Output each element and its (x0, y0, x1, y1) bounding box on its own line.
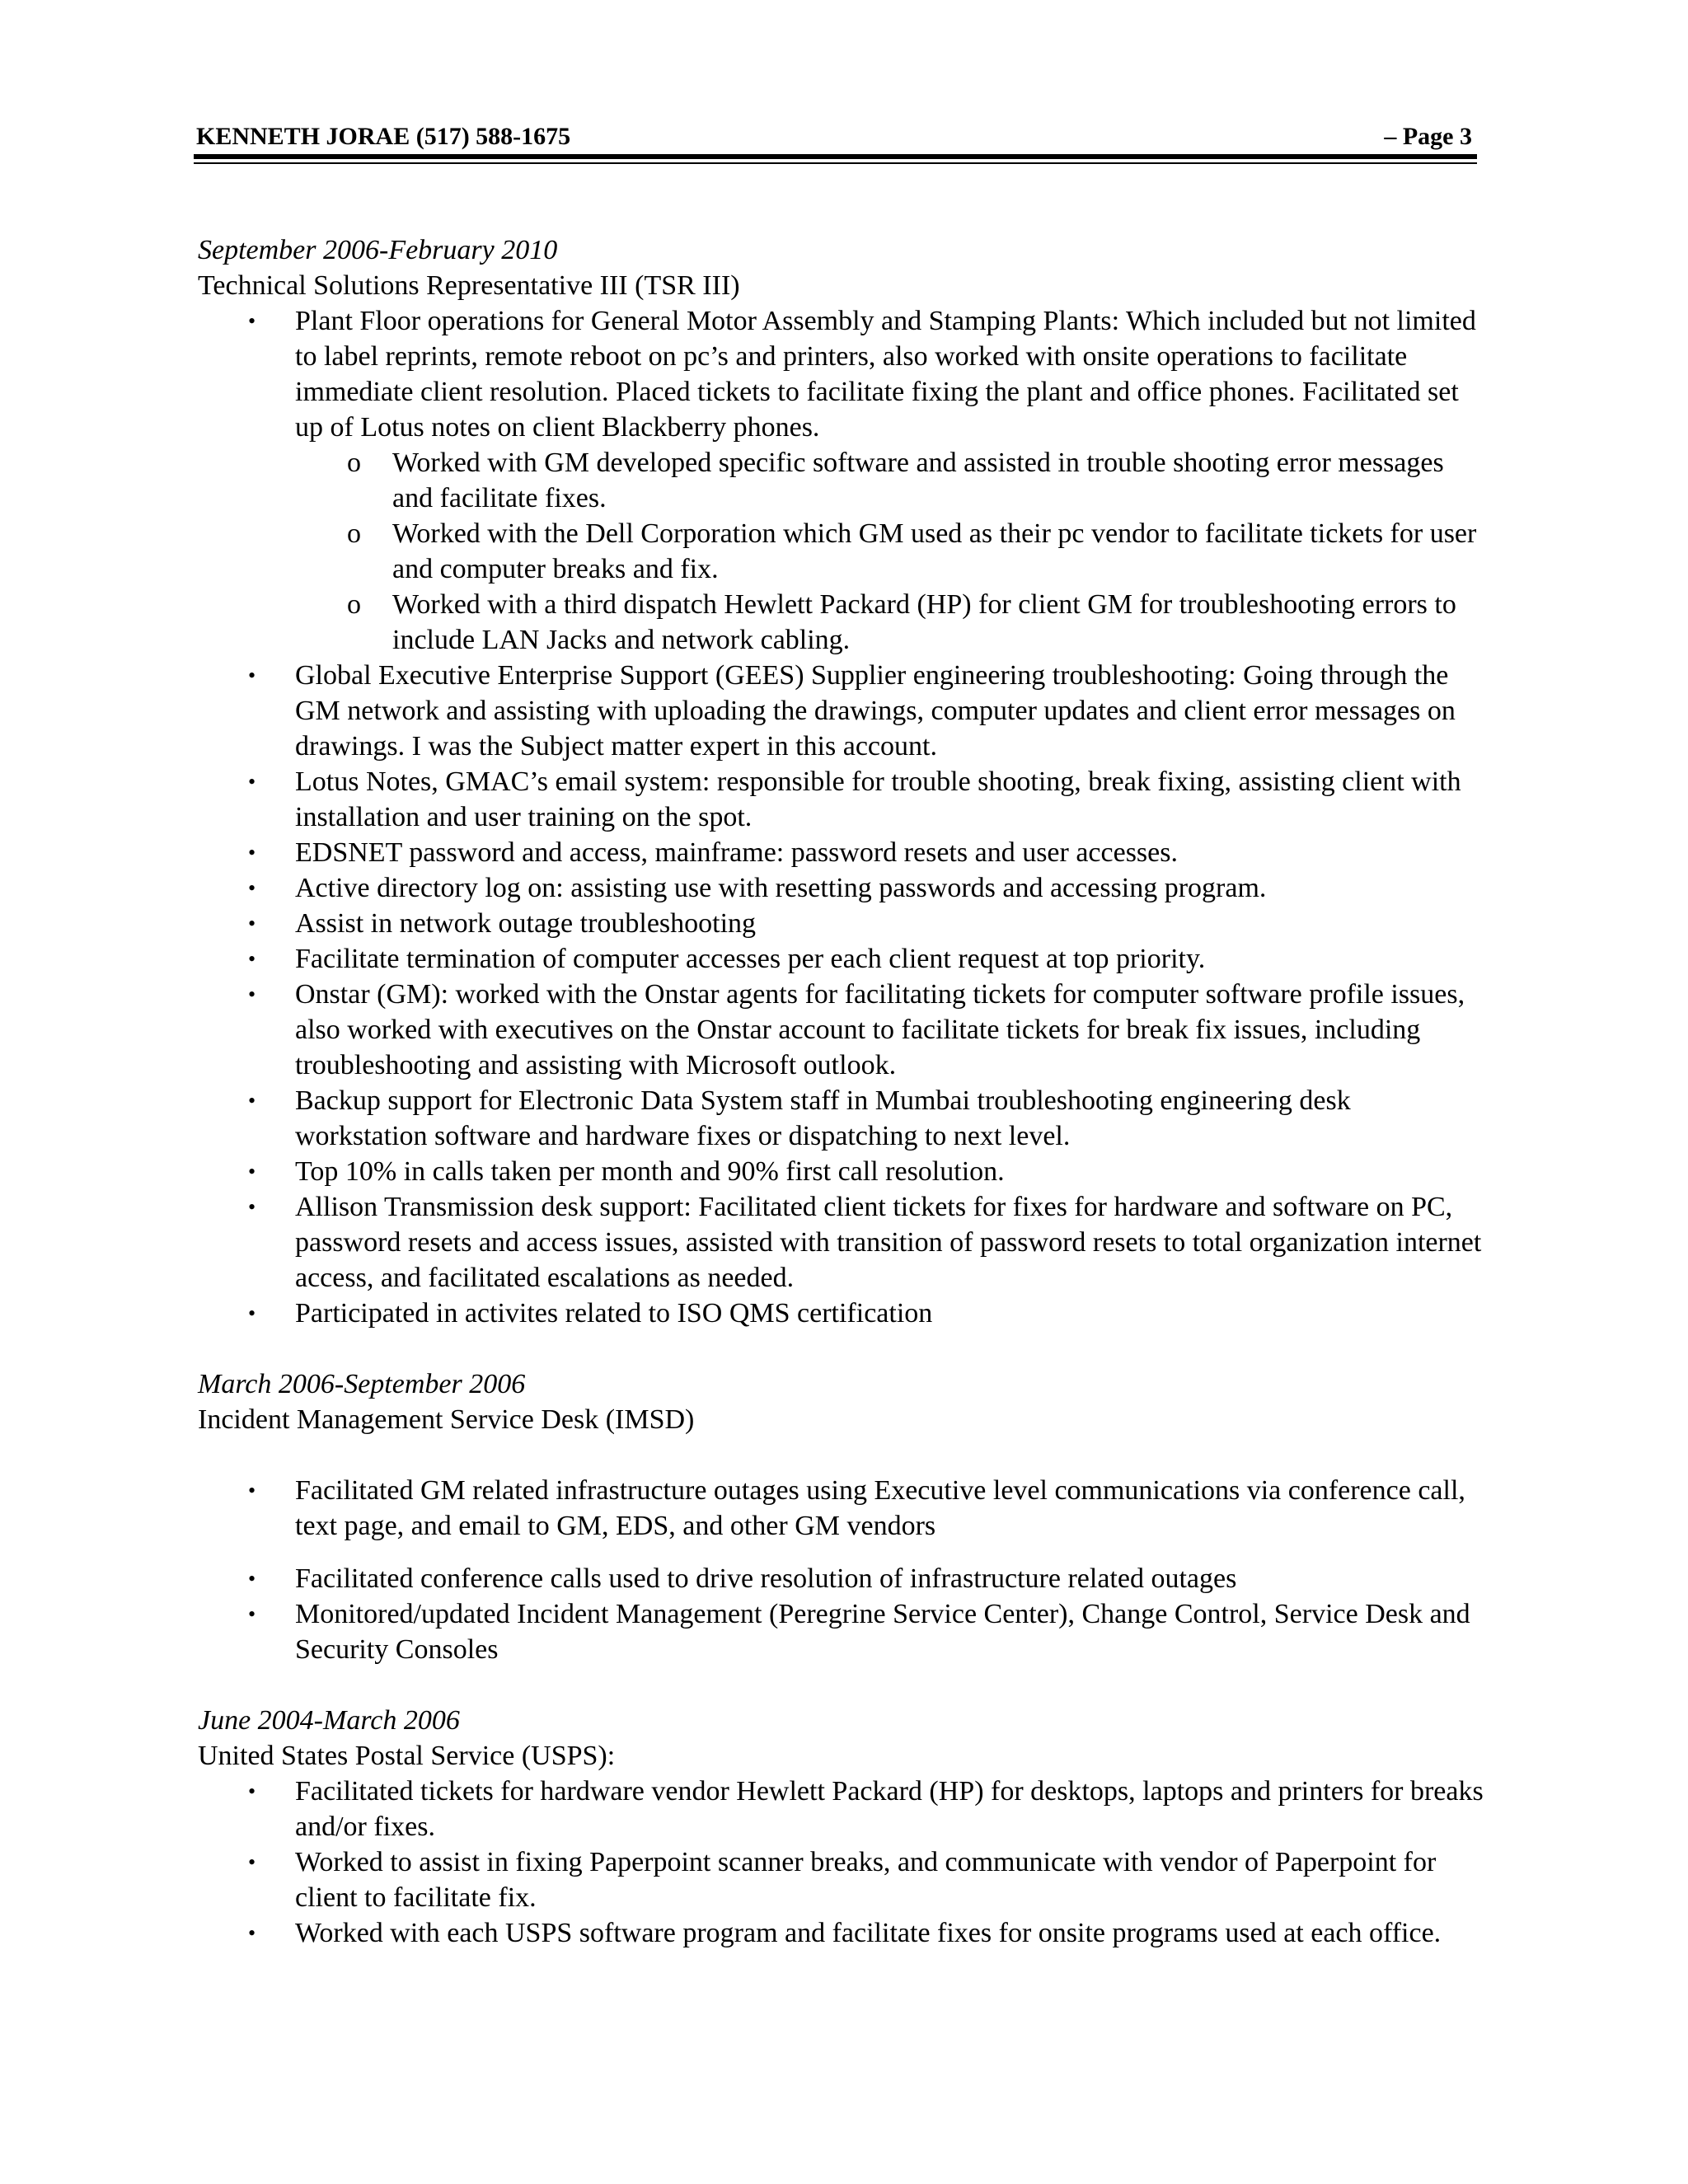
sub-bullet-icon: o (347, 448, 361, 478)
duty-text: Assist in network outage troubleshooting (295, 908, 757, 939)
bullet-icon: • (248, 1921, 256, 1945)
job-dates: September 2006-February 2010 (198, 235, 558, 265)
sub-bullet-icon: o (347, 589, 361, 620)
bullet-icon: • (248, 1301, 256, 1325)
duty-text: Facilitated GM related infrastructure outages using Executive level communications via conference call, text page, and email to GM, EDS, and other GM vendors (295, 1475, 1465, 1541)
job-section (198, 232, 1484, 1331)
bullet-icon: • (248, 912, 256, 935)
sub-duties-list (295, 445, 1484, 658)
list-item (198, 1083, 1484, 1154)
duty-text: Facilitated tickets for hardware vendor Hewlett Packard (HP) for desktops, laptops and printers for breaks and/or fixes. (295, 1776, 1484, 1842)
bullet-icon: • (248, 876, 256, 900)
duty-text: Plant Floor operations for General Motor Assembly and Stamping Plants: Which included but not limited to label reprints, remote reboot on pc’s and printers, also worked with onsite operations to facilitate immediate client resolution. Placed tickets to facilitate fixing the plant and office phones. Facilitated set up of Lotus notes on client Blackberry phones. (295, 306, 1476, 443)
job-section (198, 1703, 1484, 1951)
duty-text: Active directory log on: assisting use with resetting passwords and accessing program. (295, 873, 1267, 903)
resume-body (198, 232, 1484, 1951)
list-item (198, 1561, 1484, 1596)
sub-bullet-icon: o (347, 518, 361, 549)
job-title: Incident Management Service Desk (IMSD) (198, 1404, 695, 1435)
list-item (198, 835, 1484, 870)
header-page-number: – Page 3 (1384, 123, 1472, 150)
list-item (198, 1596, 1484, 1667)
job-title: United States Postal Service (USPS): (198, 1741, 616, 1771)
list-item (198, 941, 1484, 977)
bullet-icon: • (248, 1160, 256, 1183)
duties-list (198, 1774, 1484, 1951)
list-item (295, 587, 1484, 658)
sub-duty-text: Worked with the Dell Corporation which GM used as their pc vendor to facilitate tickets for user and computer breaks and fix. (392, 518, 1477, 584)
list-item (198, 303, 1484, 658)
list-item (198, 764, 1484, 835)
bullet-icon: • (248, 1195, 256, 1219)
duty-text: Participated in activites related to ISO QMS certification (295, 1298, 933, 1329)
duty-text: Facilitated conference calls used to drive resolution of infrastructure related outages (295, 1563, 1237, 1594)
bullet-icon: • (248, 663, 256, 687)
bullet-icon: • (248, 309, 256, 333)
bullet-icon: • (248, 1089, 256, 1113)
duty-text: Worked with each USPS software program and facilitate fixes for onsite programs used at each office. (295, 1918, 1442, 1948)
bullet-icon: • (248, 1850, 256, 1874)
bullet-icon: • (248, 1779, 256, 1803)
list-item (295, 445, 1484, 516)
duty-text: Lotus Notes, GMAC’s email system: responsible for trouble shooting, break fixing, assisting client with installation and user training on the spot. (295, 766, 1461, 832)
job-title: Technical Solutions Representative III (TSR III) (198, 270, 740, 301)
list-item (198, 1774, 1484, 1844)
bullet-icon: • (248, 770, 256, 794)
list-item (198, 870, 1484, 906)
list-item (198, 1844, 1484, 1915)
list-item (198, 1296, 1484, 1331)
list-item (295, 516, 1484, 587)
bullet-icon: • (248, 947, 256, 971)
bullet-icon: • (248, 982, 256, 1006)
bullet-icon: • (248, 1479, 256, 1502)
list-item (198, 977, 1484, 1083)
job-dates: June 2004-March 2006 (198, 1705, 460, 1736)
duty-text: Monitored/updated Incident Management (Peregrine Service Center), Change Control, Service Desk and Security Consoles (295, 1599, 1470, 1665)
header-rule-thick (194, 154, 1477, 159)
list-item (198, 1189, 1484, 1296)
header-rule-thin (194, 162, 1477, 164)
header-name-phone: KENNETH JORAE (517) 588-1675 (196, 123, 571, 150)
page-header (196, 122, 1472, 152)
duty-text: Global Executive Enterprise Support (GEES) Supplier engineering troubleshooting: Going through the GM network and assisting with uploading the drawings, computer updates and client error messages on drawings. I was the Subject matter expert in this account. (295, 660, 1456, 762)
sub-duty-text: Worked with a third dispatch Hewlett Packard (HP) for client GM for troubleshooting errors to include LAN Jacks and network cabling. (392, 589, 1456, 655)
list-item (198, 1154, 1484, 1189)
duty-text: Worked to assist in fixing Paperpoint scanner breaks, and communicate with vendor of Paperpoint for client to facilitate fix. (295, 1847, 1437, 1913)
duty-text: Backup support for Electronic Data System staff in Mumbai troubleshooting engineering desk workstation software and hardware fixes or dispatching to next level. (295, 1085, 1351, 1151)
list-item (198, 1915, 1484, 1951)
duties-list (198, 1473, 1484, 1667)
duty-text: Facilitate termination of computer accesses per each client request at top priority. (295, 944, 1206, 974)
duty-text: Top 10% in calls taken per month and 90% first call resolution. (295, 1156, 1005, 1187)
list-item (198, 658, 1484, 764)
list-item (198, 906, 1484, 941)
job-section (198, 1366, 1484, 1667)
duty-text: EDSNET password and access, mainframe: password resets and user accesses. (295, 837, 1178, 868)
job-dates: March 2006-September 2006 (198, 1369, 526, 1399)
list-item (198, 1473, 1484, 1544)
duties-list (198, 303, 1484, 1331)
sub-duty-text: Worked with GM developed specific software and assisted in trouble shooting error messages and facilitate fixes. (392, 448, 1444, 513)
duty-text: Allison Transmission desk support: Facilitated client tickets for fixes for hardware and software on PC, password resets and access issues, assisted with transition of password resets to total organization internet access, and facilitated escalations as needed. (295, 1192, 1482, 1293)
bullet-icon: • (248, 1602, 256, 1626)
bullet-icon: • (248, 1567, 256, 1591)
duty-text: Onstar (GM): worked with the Onstar agents for facilitating tickets for computer software profile issues, also worked with executives on the Onstar account to facilitate tickets for break fix issues, including troubleshooting and assisting with Microsoft outlook. (295, 979, 1465, 1080)
bullet-icon: • (248, 841, 256, 865)
